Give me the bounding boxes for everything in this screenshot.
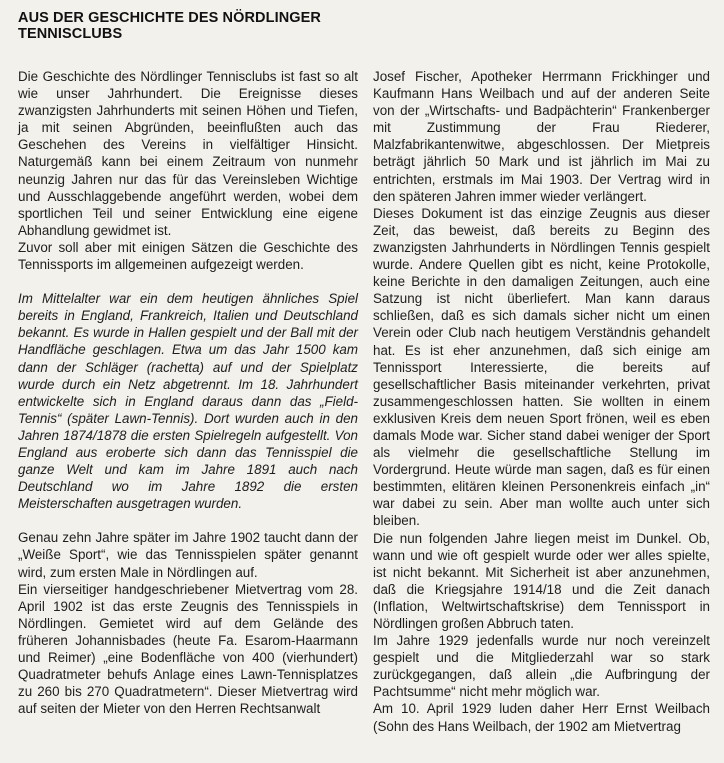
right-column <box>373 68 710 735</box>
paragraph-lease-contract: Ein vierseitiger handgeschriebener Mietvertrag vom 28. April 1902 ist das erste Zeugnis des Tennisspiels in Nördlingen. Gemietet wird auf dem Gelände des früheren Johannisbades (heute Fa. Esarom-Haarmann und Reimer) „eine Bodenfläche von 400 (vierhundert) Quadratmeter behufs Anlage eines Lawn-Tennisplatzes zu 260 bis 270 Quadratmetern“. Dieser Mietvertrag wird auf seiten der Mieter von den Herren Rechtsanwalt <box>18 581 358 717</box>
paragraph-1902: Genau zehn Jahre später im Jahre 1902 taucht dann der „Weiße Sport“, wie das Tennisspielen später genannt wird, zum ersten Male in Nördlingen auf. <box>18 530 358 580</box>
paragraph-dark-years: Die nun folgenden Jahre liegen meist im Dunkel. Ob, wann und wie oft gespielt wurde oder wer alles spielte, ist nicht bekannt. Mit Sicherheit ist aber anzunehmen, daß die Kriegsjahre 1914/18 und die Zeit danach (Inflation, Weltwirtschaftskrise) dem Tennissport in Nördlingen großen Abbruch taten. <box>373 530 710 631</box>
left-column <box>18 68 358 717</box>
page-title-line-2: TENNISCLUBS <box>18 26 123 42</box>
paragraph-april-1929: Am 10. April 1929 luden daher Herr Ernst Weilbach (Sohn des Hans Weilbach, der 1902 am Mietvertrag <box>373 701 710 734</box>
paragraph-lease-parties: Josef Fischer, Apotheker Herrmann Frickhinger und Kaufmann Hans Weilbach und auf der anderen Seite von der „Wirtschafts- und Badpächterin“ Frankenberger mit Zustimmung der Frau Riederer, Malzfabrikantenwitwe, abgeschlossen. Der Mietpreis beträgt jährlich 50 Mark und ist jährlich im Mai zu entrichten, erstmals im Mai 1903. Der Vertrag wird in den späteren Jahren immer wieder verlängert. <box>373 69 710 204</box>
page-title <box>18 10 378 42</box>
paragraph-tennis-history: Im Mittelalter war ein dem heutigen ähnliches Spiel bereits in England, Frankreich, Italien und Deutschland bekannt. Es wurde in Hallen gespielt und der Ball mit der Handfläche geschlagen. Etwa um das Jahr 1500 kam dann der Schläger (rachetta) auf und der Spielplatz wurde durch ein Netz abgetrennt. Im 18. Jahrhundert entwickelte sich in England daraus dann das „Field-Tennis“ (später Lawn-Tennis). Dort wurden auch in den Jahren 1874/1878 die ersten Spielregeln aufgestellt. Von England aus eroberte sich dann das Tennisspiel die ganze Welt und kam im Jahre 1891 auch nach Deutschland wo im Jahre 1892 die ersten Meisterschaften ausgetragen wurden. <box>18 291 358 512</box>
paragraph-document-evidence: Dieses Dokument ist das einzige Zeugnis aus dieser Zeit, das beweist, daß bereits zu Beginn des zwanzigsten Jahrhunderts in Nördlingen Tennis gespielt wurde. Andere Quellen gibt es nicht, keine Protokolle, keine Berichte in den damaligen Zeitungen, auch eine Satzung ist nicht überliefert. Man kann daraus schließen, daß es sich damals sicher nicht um einen Verein oder Club nach heutigem Verständnis gehandelt hat. Es ist eher anzunehmen, daß sich einige am Tennissport Interessierte, die bereits auf gesellschaftlicher Basis miteinander verkehrten, privat zusammengeschlossen hatten. Sie wollten in einem exklusiven Kreis dem neuen Sport frönen, weil es eben damals Mode war. Sicher stand dabei weniger der Sport als vielmehr die gesellschaftliche Stellung im Vordergrund. Heute würde man sagen, daß es für einen bestimmten, elitären kleinen Personenkreis einfach „in“ war dabei zu sein. Aber man wollte auch unter sich bleiben. <box>373 205 710 529</box>
page-title-line-1: AUS DER GESCHICHTE DES NÖRDLINGER <box>18 10 321 26</box>
paragraph-intro: Die Geschichte des Nördlinger Tennisclubs ist fast so alt wie unser Jahrhundert. Die Ereignisse dieses zwanzigsten Jahrhunderts mit seinen Höhen und Tiefen, ja mit seinen Abgründen, beeinflußten auch das Geschehen des Vereins in vielfältiger Hinsicht. Naturgemäß kann bei einem Zeitraum von nunmehr neunzig Jahren nur das für das Vereinsleben Wichtige und Ausschlaggebende angeführt werden, wobei dem sportlichen Teil und seiner Entwicklung eine eigene Abhandlung gewidmet ist. <box>18 69 358 238</box>
paragraph-1929: Im Jahre 1929 jedenfalls wurde nur noch vereinzelt gespielt und die Mitgliederzahl war so stark zurückgegangen, daß allein „die Aufbringung der Pachtsumme“ nicht mehr möglich war. <box>373 633 710 700</box>
paragraph-preface: Zuvor soll aber mit einigen Sätzen die Geschichte des Tennissports im allgemeinen aufgezeigt werden. <box>18 239 358 273</box>
